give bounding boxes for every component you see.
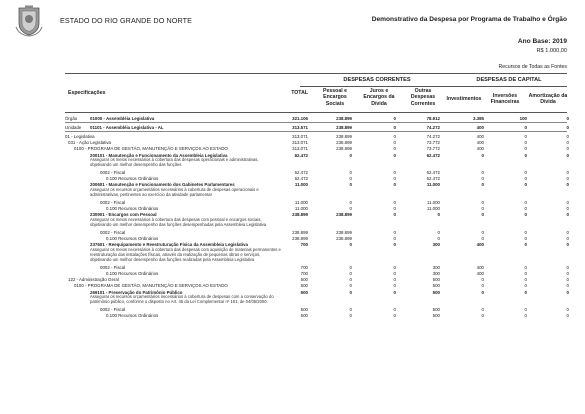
currency-unit: R$ 1.000,00 [536,48,567,54]
row-value: 0 [566,242,569,248]
row-value: 0 [524,206,527,212]
row-value: 0 [524,283,527,289]
row-label: 0.100 Recursos Ordinários [106,313,159,319]
row-value: 0 [524,170,527,176]
row-value: 238.899 [336,230,352,235]
base-year: Ano Base: 2019 [517,38,567,45]
row-value: 0 [566,212,569,218]
row-value: 0 [481,230,484,235]
col-specifications: Especificações [68,90,106,96]
row-value: 500 [300,283,308,289]
row-label: 269101 - Preservação do Patrimônio Público [90,289,183,295]
row-value: 313.071 [292,134,308,140]
row-value: 0 [393,182,396,188]
row-value: 0 [481,170,484,176]
row-value: 11.000 [294,182,308,188]
row-value: 238.899 [292,236,308,242]
table-row [0,152,585,159]
row-separator [65,131,567,132]
row-value: 0 [349,307,352,313]
row-value: 0 [481,176,484,182]
row-value: 3.385 [473,116,484,121]
row-label: 230901 - Encargos com Pessoal [90,212,157,218]
row-value: 400 [476,265,484,271]
row-value: 0 [393,242,396,248]
row-value: 0 [393,283,396,289]
row-value: 73.772 [426,146,440,152]
row-value: 0 [566,134,569,140]
row-value: 0 [349,176,352,182]
row-value: 0 [349,242,352,248]
row-value: 0 [524,236,527,242]
row-value: 0 [524,313,527,319]
row-value: 700 [300,242,308,248]
row-value: 62.472 [294,170,308,176]
row-value: 0 [393,134,396,140]
row-value: 0 [524,200,527,206]
funding-sources-note: Recursos de Todas as Fontes [498,64,567,70]
row-value: 0 [393,140,396,146]
table-row [0,289,585,296]
row-value: 500 [432,289,440,295]
row-value: 500 [432,277,440,283]
row-label: 031 - Ação Legislativa [68,140,111,146]
row-value: 0 [393,146,396,152]
row-value: 238.899 [336,116,352,121]
row-value: 0 [349,182,352,188]
row-value: 73.772 [426,140,440,146]
col-interest: Juros e Encargos da Dívida [363,88,395,107]
row-value: 0 [481,212,484,218]
row-value: 0 [566,125,569,131]
row-value: 62.472 [426,176,440,182]
row-value: 0 [566,289,569,295]
table-row [0,211,585,218]
row-value: 238.899 [292,230,308,235]
report-header [0,0,585,62]
row-value: 313.071 [292,140,308,146]
row-value: 0 [349,289,352,295]
row-value: 0 [566,206,569,212]
row-value: 0 [524,307,527,313]
row-value: 0 [481,236,484,242]
row-label: 0.100 Recursos Ordinários [106,271,159,277]
table-row [0,312,585,319]
action-description: objetivando um melhor desempenho das funções desempenhadas pela Assembleia Legislativa [90,222,267,228]
capital-expenses-group: DESPESAS DE CAPITAL [476,77,542,83]
row-value: 0 [566,140,569,146]
row-value: 62.472 [294,152,308,158]
row-value: 0 [566,182,569,188]
row-value: 700 [300,271,308,277]
row-value: 0 [393,170,396,176]
row-value: 500 [300,277,308,283]
row-label: 0.100 Recursos Ordinários [106,236,159,242]
row-value: 0 [524,134,527,140]
row-value: 500 [300,289,308,295]
row-value: 11.000 [294,200,308,206]
row-value: 0 [393,265,396,271]
row-value: 0 [437,230,440,235]
row-value: 0 [566,230,569,235]
row-value: 0 [393,289,396,295]
action-description: reestruturação das instalações físicas, através da realização de pequenas obras e serviços, [90,252,261,258]
action-description: administrativas, pertinentes ao exercício da atividade parlamentar [90,192,212,198]
group-rule [300,86,567,87]
row-label: 0.100 Recursos Ordinários [106,176,159,182]
row-value: 0 [524,212,527,218]
row-value: 238.899 [336,146,352,152]
row-value: 78.912 [426,116,440,121]
row-value: 0 [566,307,569,313]
row-value: 400 [476,242,484,248]
row-value: 313.571 [292,125,308,131]
row-value: 0 [393,176,396,182]
table-row [0,181,585,188]
row-value: 0 [393,212,396,218]
row-value: 400 [476,134,484,140]
action-description: Assegurar os recursos orçamentários necessários à cobertura de despesas operacionais e [90,187,259,193]
row-value: 0 [524,242,527,248]
col-amortization: Amortização da Dívida [528,93,568,106]
state-coat-of-arms-icon [15,5,43,37]
row-value: 0 [481,307,484,313]
row-value: 74.272 [426,134,440,140]
row-label: 0100 - PROGRAMA DE GESTÃO, MANUTENÇÃO E SERVIÇOS AO ESTADO [74,283,228,289]
row-value: 313.071 [292,146,308,152]
row-value: 0 [524,271,527,277]
row-prefix: Órgão [65,116,78,121]
row-value: 0 [566,283,569,289]
table-header-rule [65,112,567,113]
row-value: 0 [524,182,527,188]
row-value: 300 [432,242,440,248]
action-description: Assegurar os meios necessários à cobertura das despesas operacionais e administrativas, [90,157,259,163]
row-value: 238.899 [336,212,352,218]
row-value: 0 [393,125,396,131]
row-value: 0 [566,176,569,182]
table-row [0,241,585,248]
row-value: 0 [524,277,527,283]
row-value: 0 [566,236,569,242]
row-label: 01000 - Assembléia Legislativa [90,116,155,121]
row-value: 0 [393,236,396,242]
row-value: 0 [566,265,569,271]
row-value: 0 [393,152,396,158]
row-separator [65,122,567,123]
row-label: 200601 - Manutenção e Funcionamento dos Gabinetes Parlamentares [90,182,235,188]
row-value: 62.472 [294,176,308,182]
row-value: 0 [481,283,484,289]
row-value: 0 [349,277,352,283]
row-value: 0 [393,116,396,121]
row-value: 0 [566,152,569,158]
row-value: 0 [393,307,396,313]
row-value: 11.000 [426,182,440,188]
row-value: 0 [349,283,352,289]
row-value: 0 [481,182,484,188]
row-label: 0002 - Fiscal [100,265,126,271]
row-value: 0 [393,230,396,235]
row-label: 0002 - Fiscal [100,200,126,206]
row-value: 500 [300,307,308,313]
row-value: 500 [432,283,440,289]
row-value: 0 [393,313,396,319]
row-label: 122 - Administração Geral [68,277,119,283]
row-value: 0 [481,152,484,158]
row-value: 0 [481,277,484,283]
col-total: TOTAL [291,90,308,96]
row-value: 238.899 [336,125,352,131]
action-description: objetivando um melhor desempenho das funções realizadas pela Assembleia Legislativa [90,257,255,263]
current-expenses-group: DESPESAS CORRENTES [343,77,411,83]
row-value: 0 [481,289,484,295]
row-value: 700 [300,265,308,271]
col-financial: Inversões Financeiras [490,93,520,106]
row-value: 0 [393,277,396,283]
row-value: 0 [524,140,527,146]
row-value: 0 [349,206,352,212]
row-value: 0 [566,200,569,206]
row-value: 0 [566,170,569,176]
row-value: 100 [519,116,527,121]
row-value: 500 [432,313,440,319]
row-value: 0 [481,200,484,206]
row-label: 0002 - Fiscal [100,230,126,235]
row-value: 0 [349,265,352,271]
row-value: 0 [524,176,527,182]
document-title: Demonstrativo da Despesa por Programa de Trabalho e Órgão [371,16,567,23]
row-value: 0 [566,277,569,283]
row-value: 0 [349,271,352,277]
row-value: 0 [524,289,527,295]
row-value: 500 [432,307,440,313]
row-value: 0 [393,271,396,277]
row-value: 500 [300,313,308,319]
state-name: ESTADO DO RIO GRANDE DO NORTE [60,16,193,25]
row-value: 0 [481,313,484,319]
row-value: 238.899 [336,140,352,146]
row-value: 11.000 [426,200,440,206]
row-value: 0 [481,206,484,212]
row-value: 0 [524,146,527,152]
row-value: 238.899 [336,134,352,140]
row-value: 0 [349,313,352,319]
action-description: Assegurar os meios necessários à cobertura das despesas com aquisição de materiais permanentes e [90,246,281,252]
row-value: 0 [524,230,527,235]
row-value: 62.472 [426,170,440,176]
row-value: 321.106 [292,116,308,121]
row-value: 74.272 [426,125,440,131]
row-value: 0 [566,116,569,121]
row-prefix: Unidade [65,125,82,131]
row-value: 400 [476,271,484,277]
row-value: 0 [349,170,352,176]
row-value: 11.000 [426,206,440,212]
row-value: 0 [349,152,352,158]
row-value: 400 [476,125,484,131]
row-value: 0 [349,200,352,206]
row-value: 300 [432,271,440,277]
row-value: 0 [393,200,396,206]
row-label: 0.100 Recursos Ordinários [106,206,159,212]
row-label: 0002 - Fiscal [100,307,126,313]
row-label: 0002 - Fiscal [100,170,126,176]
row-value: 0 [437,212,440,218]
row-value: 62.472 [426,152,440,158]
row-value: 0 [524,152,527,158]
row-value: 0 [566,271,569,277]
row-value: 0 [437,236,440,242]
row-value: 238.899 [292,212,308,218]
row-label: 01101 - Assembléia Legislativa - AL [90,125,164,131]
col-investments: Investimentos [446,96,482,102]
table-top-rule [65,73,567,74]
action-description: objetivando um melhor desempenho das funções [90,162,182,168]
col-other-current: Outras Despesas Correntes [410,88,436,107]
row-label: 200101 - Manutenção e Funcionamento da Assembleia Legislativa [90,152,228,158]
row-value: 400 [476,146,484,152]
row-value: 0 [524,125,527,131]
row-value: 0 [393,206,396,212]
row-value: 0 [524,265,527,271]
row-value: 400 [476,140,484,146]
row-value: 11.000 [294,206,308,212]
row-value: 0 [566,146,569,152]
action-description: Assegurar os recursos orçamentários necessários à cobertura de despesas com a conservação do [90,294,274,300]
row-label: 237601 - Reequipamento e Reestruturação Física da Assembleia Legislativa [90,242,248,248]
action-description: patrimônio público, conforme o disposto no Art. 45 da Lei Complementar nº 101, de 04/05/2000. [90,299,268,305]
row-label: 0100 - PROGRAMA DE GESTÃO, MANUTENÇÃO E SERVIÇOS AO ESTADO [74,146,228,152]
row-label: 01 - Legislativa [65,134,95,140]
row-value: 300 [432,265,440,271]
row-value: 0 [566,313,569,319]
row-value: 238.899 [336,236,352,242]
action-description: Assegurar os meios necessários à cobertura das despesas com pessoal e encargos sociais, [90,217,262,222]
col-personnel: Pessoal e Encargos Sociais [323,88,347,107]
